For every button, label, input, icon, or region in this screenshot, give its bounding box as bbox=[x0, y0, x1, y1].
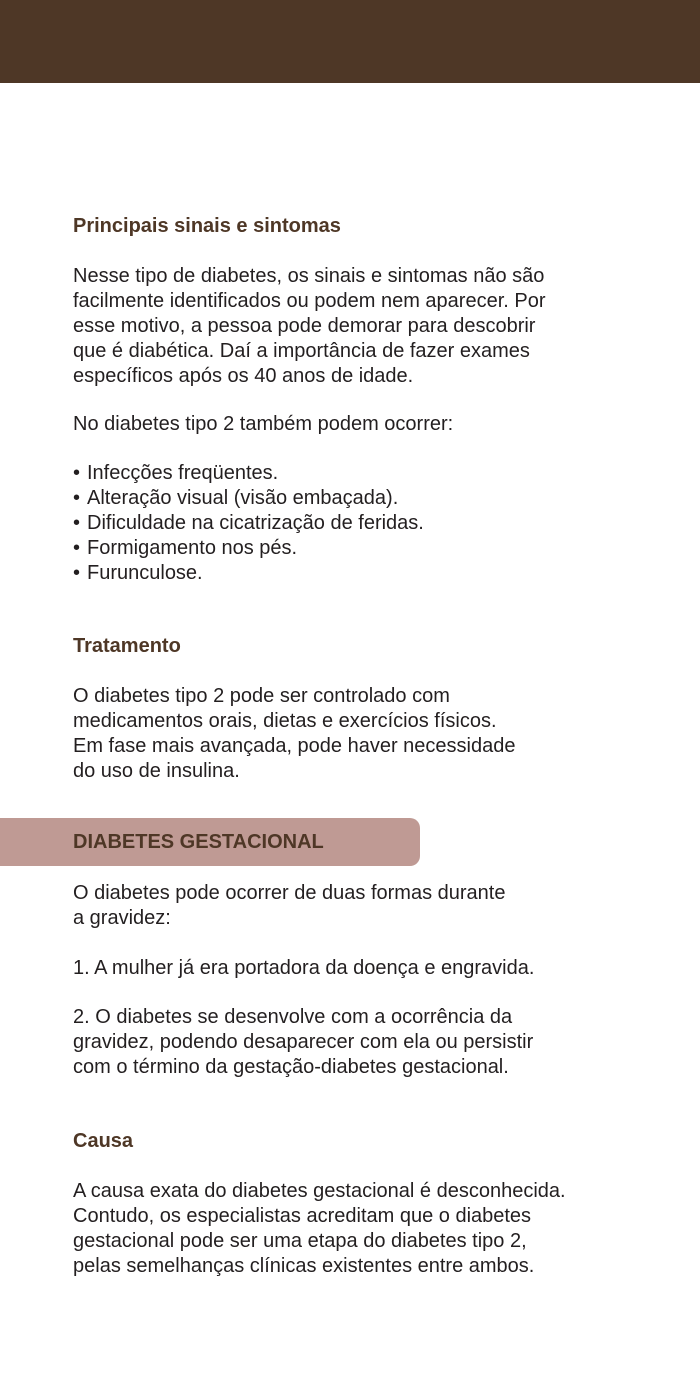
heading-sinais: Principais sinais e sintomas bbox=[73, 215, 341, 237]
header-bar bbox=[0, 0, 700, 83]
paragraph-causa: A causa exata do diabetes gestacional é desconhecida. Contudo, os especialistas acreditam que o diabetes gestacional pode ser uma etapa do diabetes tipo 2, pelas semelhanças clínicas existentes entre ambos. bbox=[73, 1180, 566, 1277]
section-title-gestacional: DIABETES GESTACIONAL bbox=[73, 831, 324, 853]
paragraph-tratamento: O diabetes tipo 2 pode ser controlado com medicamentos orais, dietas e exercícios físicos. Em fase mais avançada, pode haver necessidade do uso de insulina. bbox=[73, 685, 516, 782]
list-item: • Formigamento nos pés. bbox=[73, 536, 673, 561]
list-item: • Infecções freqüentes. bbox=[73, 461, 673, 486]
paragraph-gestacional-item1: 1. A mulher já era portadora da doença e engravida. bbox=[73, 957, 535, 979]
list-item: • Furunculose. bbox=[73, 561, 673, 586]
paragraph-gestacional-intro: O diabetes pode ocorrer de duas formas durante a gravidez: bbox=[73, 882, 506, 929]
paragraph-sinais: Nesse tipo de diabetes, os sinais e sintomas não são facilmente identificados ou podem nem aparecer. Por esse motivo, a pessoa pode demorar para descobrir que é diabética. Daí a importância de fazer exames específicos após os 40 anos de idade. bbox=[73, 265, 546, 387]
paragraph-gestacional-item2: 2. O diabetes se desenvolve com a ocorrência da gravidez, podendo desaparecer com ela ou persistir com o término da gestação-diabetes gestacional. bbox=[73, 1006, 534, 1078]
list-item: • Dificuldade na cicatrização de feridas. bbox=[73, 511, 673, 536]
list-item: • Alteração visual (visão embaçada). bbox=[73, 486, 673, 511]
section-band-gestacional bbox=[0, 818, 420, 866]
symptoms-list bbox=[73, 461, 673, 586]
heading-causa: Causa bbox=[73, 1130, 134, 1152]
heading-tratamento: Tratamento bbox=[73, 635, 181, 657]
paragraph-tipo2-intro: No diabetes tipo 2 também podem ocorrer: bbox=[73, 413, 454, 435]
